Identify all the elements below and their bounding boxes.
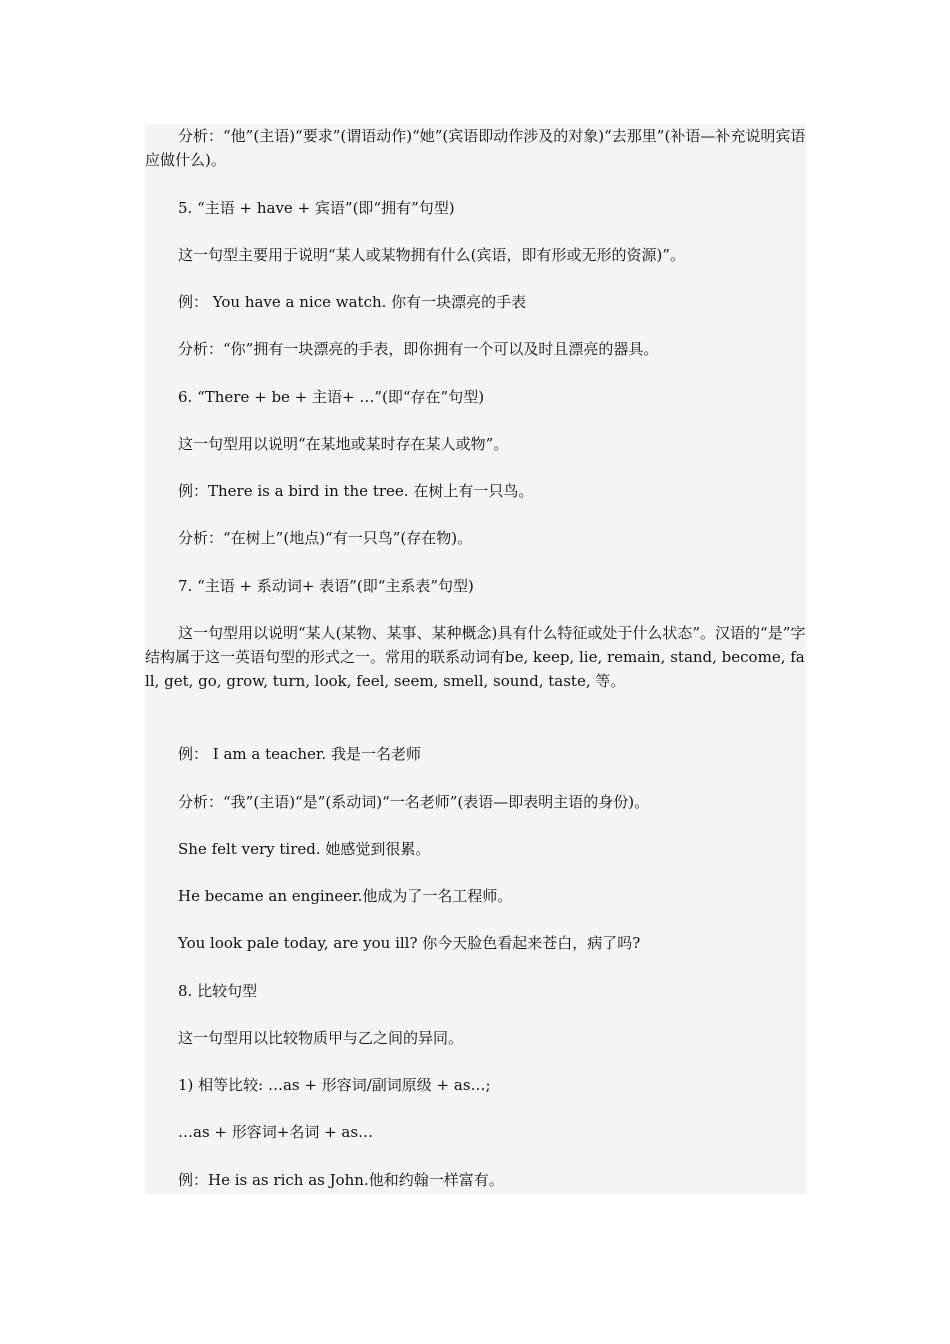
paragraph-analysis-7: 分析：“我”(主语)“是”(系动词)“一名老师”(表语—即表明主语的身份)。 bbox=[178, 793, 650, 811]
paragraph-pattern-8-desc: 这一句型用以比较物质甲与乙之间的异同。 bbox=[178, 1029, 464, 1047]
paragraph-analysis-6: 分析：“在树上”(地点)“有一只鸟”(存在物)。 bbox=[178, 529, 473, 547]
paragraph-pattern-5-desc: 这一句型主要用于说明“某人或某物拥有什么(宾语，即有形或无形的资源)”。 bbox=[178, 246, 686, 264]
paragraph-pattern-7-desc: 这一句型用以说明“某人(某物、某事、某种概念)具有什么特征或处于什么状态”。汉语的“是”字结构属于这一英语句型的形式之一。常用的联系动词有be, keep, lie, remain, stand, become, fall, get, go, grow, turn, look, feel, seem, smell, sound, taste, 等。 bbox=[145, 624, 806, 690]
paragraph-example-7b: She felt very tired. 她感觉到很累。 bbox=[178, 840, 431, 858]
paragraph-pattern-6-desc: 这一句型用以说明“在某地或某时存在某人或物”。 bbox=[178, 435, 509, 453]
paragraph-example-6: 例：There is a bird in the tree. 在树上有一只鸟。 bbox=[178, 482, 534, 500]
paragraph-example-8: 例：He is as rich as John.他和约翰一样富有。 bbox=[178, 1171, 504, 1189]
paragraph-example-5: 例： You have a nice watch. 你有一块漂亮的手表 bbox=[178, 293, 527, 311]
document-body bbox=[145, 124, 806, 1194]
paragraph-example-7: 例： I am a teacher. 我是一名老师 bbox=[178, 745, 421, 763]
paragraph-example-7c: He became an engineer.他成为了一名工程师。 bbox=[178, 887, 513, 905]
heading-pattern-7: 7. “主语 + 系动词+ 表语”(即“主系表”句型) bbox=[178, 577, 474, 595]
heading-pattern-6: 6. “There + be + 主语+ …”(即“存在”句型) bbox=[178, 388, 485, 406]
heading-pattern-8: 8. 比较句型 bbox=[178, 982, 258, 1000]
heading-pattern-5: 5. “主语 + have + 宾语”(即“拥有”句型) bbox=[178, 199, 455, 217]
paragraph-equal-comparison-b: …as + 形容词+名词 + as… bbox=[178, 1123, 374, 1141]
paragraph-equal-comparison: 1) 相等比较: …as + 形容词/副词原级 + as…; bbox=[178, 1076, 491, 1094]
paragraph-analysis-5: 分析：“你”拥有一块漂亮的手表，即你拥有一个可以及时且漂亮的器具。 bbox=[178, 340, 659, 358]
paragraph-analysis-1: 分析：“他”(主语)“要求”(谓语动作)“她”(宾语即动作涉及的对象)“去那里”(补语—补充说明宾语应做什么)。 bbox=[145, 127, 806, 169]
paragraph-example-7d: You look pale today, are you ill? 你今天脸色看起来苍白，病了吗? bbox=[178, 934, 641, 952]
